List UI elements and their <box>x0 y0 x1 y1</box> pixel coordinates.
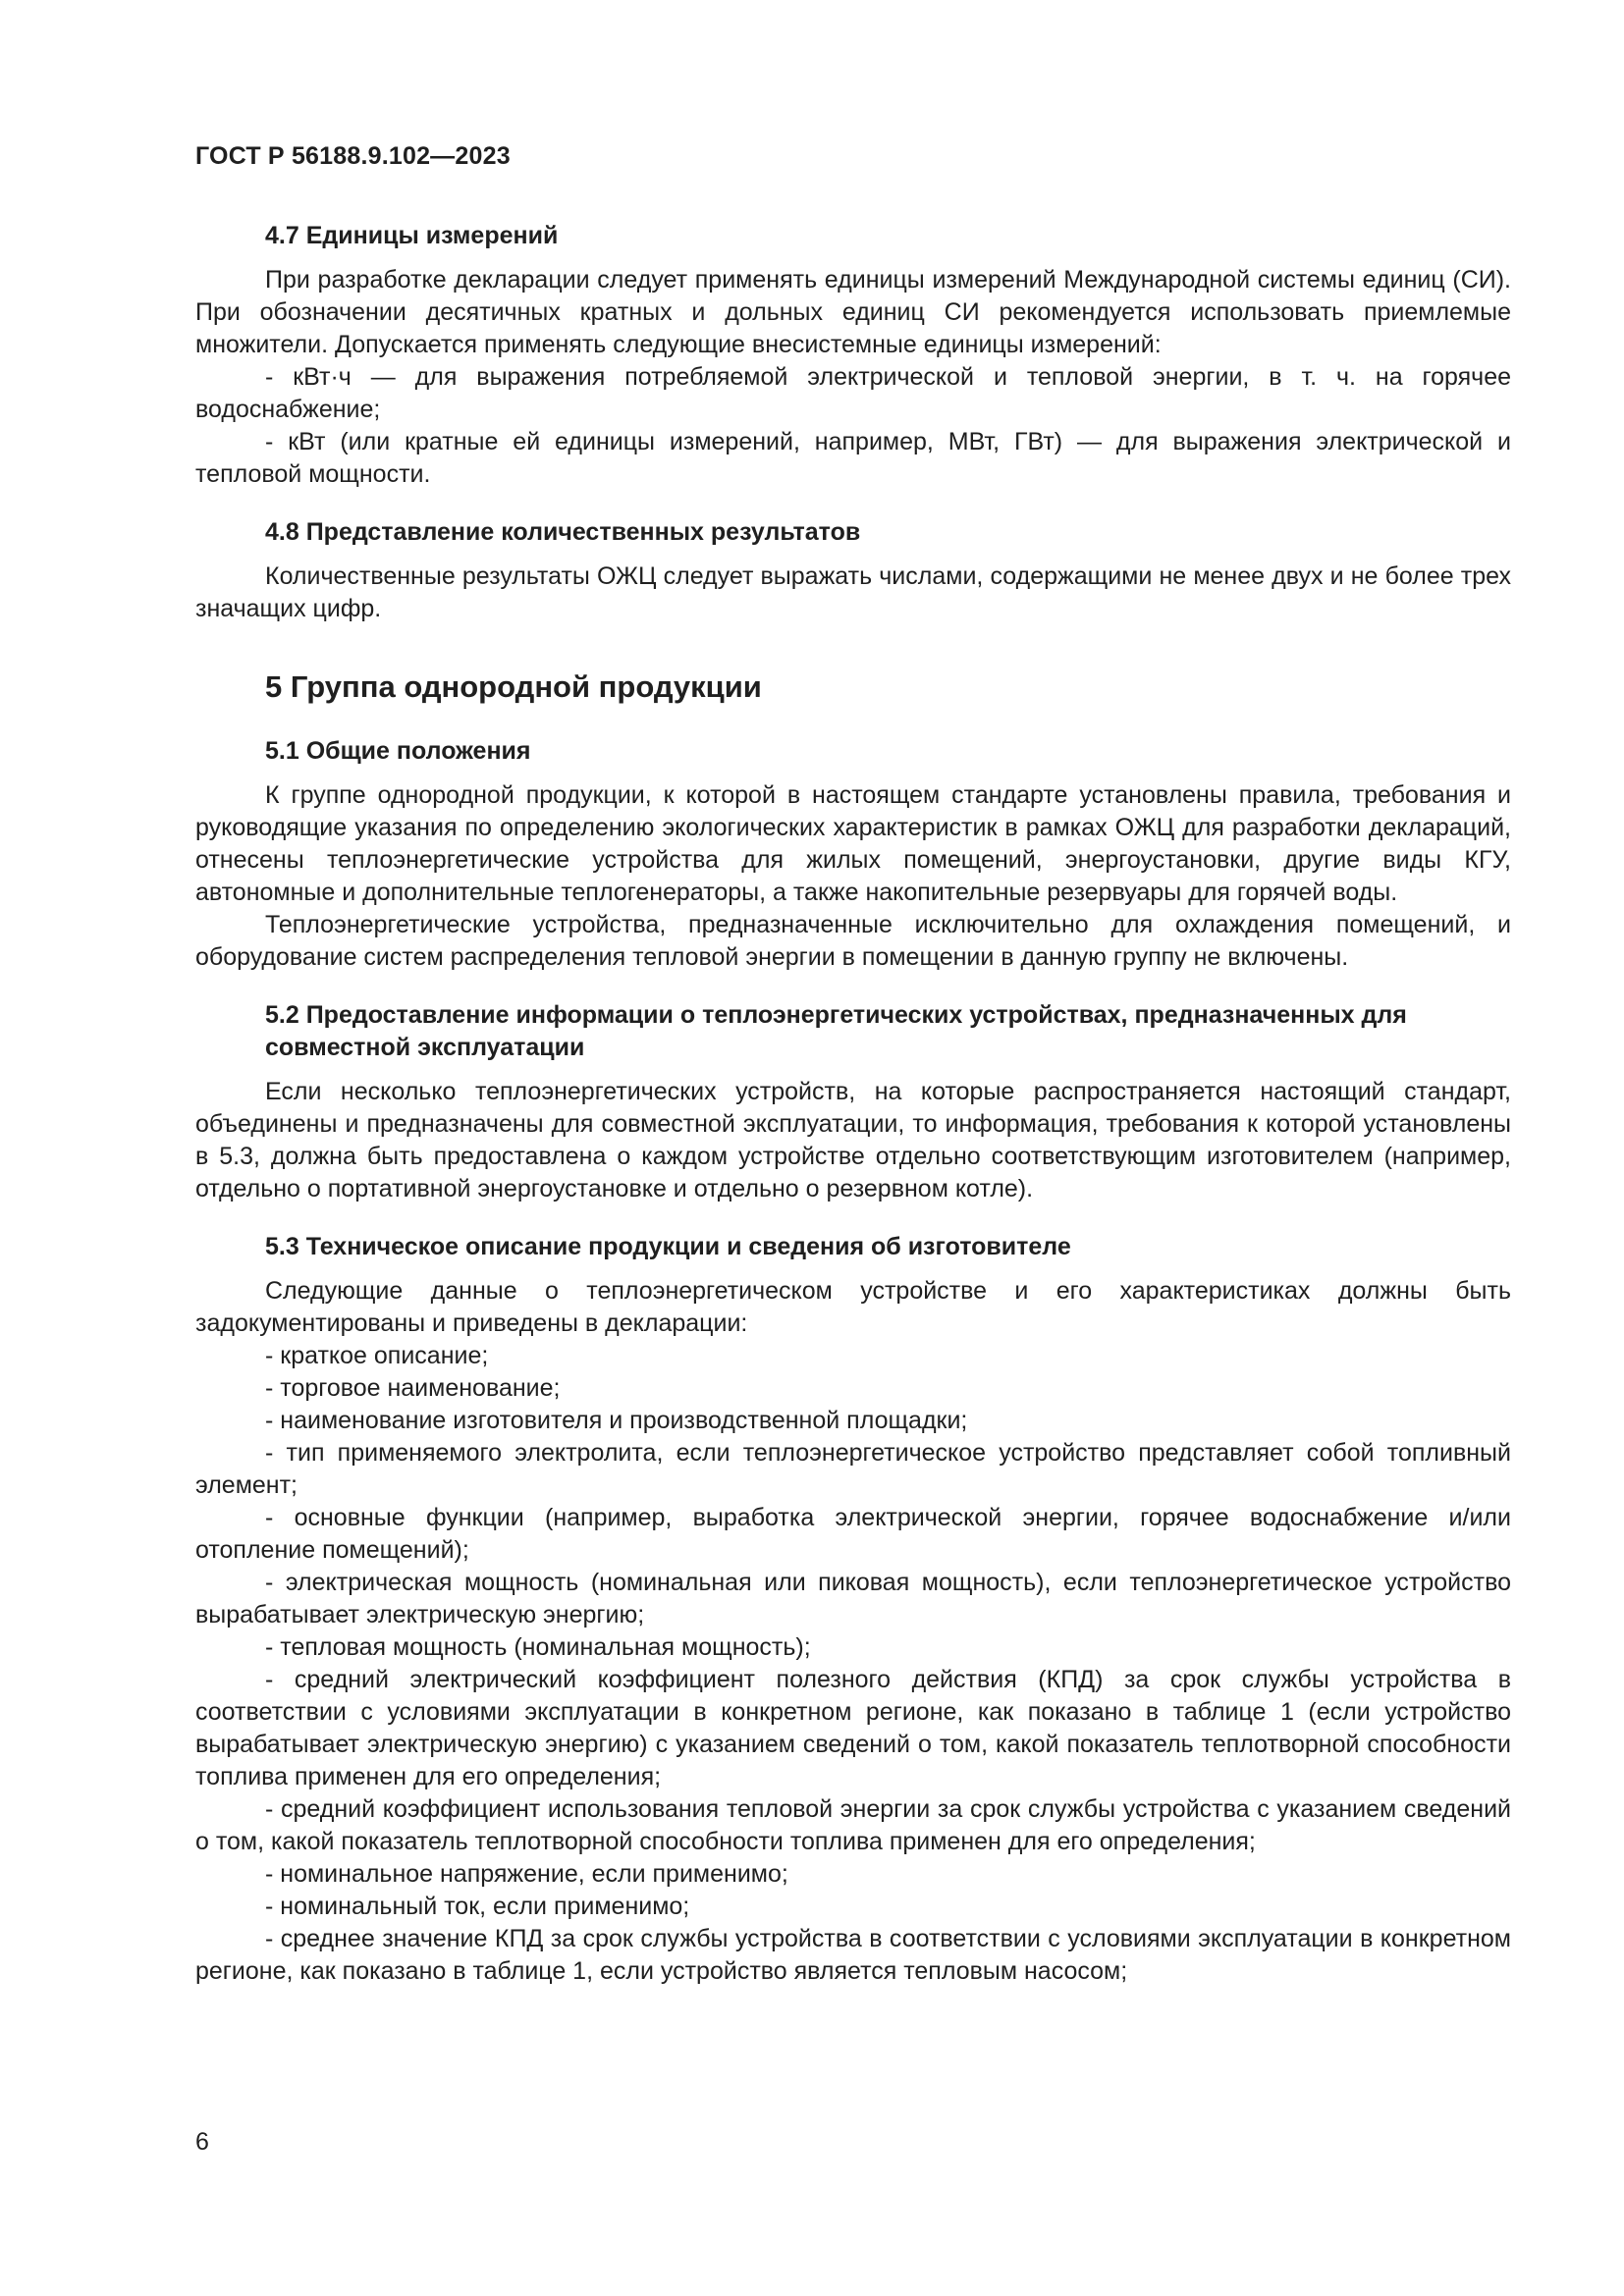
list-item: - наименование изготовителя и производственной площадки; <box>265 1407 968 1434</box>
list-item: - кВт (или кратные ей единицы измерений, например, МВт, ГВт) — для выражения электрической и тепловой мощности. <box>195 428 1511 488</box>
section-heading: 5.2 Предоставление информации о теплоэнергетических устройствах, предназначенных для совместной эксплуатации <box>265 1001 1407 1061</box>
list-item: - среднее значение КПД за срок службы устройства в соответствии с условиями эксплуатации в конкретном регионе, как показано в таблице 1, если устройство является тепловым насосом; <box>195 1925 1511 1985</box>
list-item: - номинальное напряжение, если применимо; <box>265 1860 788 1888</box>
page-number: 6 <box>195 2128 209 2156</box>
section-5-3 <box>195 1231 1511 1988</box>
paragraph: К группе однородной продукции, к которой в настоящем стандарте установлены правила, требования и руководящие указания по определению экологических характеристик в рамках ОЖЦ для разработки деклараций, отнесены теплоэнергетические устройства для жилых помещений, энергоустановки, другие виды КГУ, автономные и дополнительные теплогенераторы, а также накопительные резервуары для горячей воды. <box>195 781 1511 906</box>
list-item: - номинальный ток, если применимо; <box>265 1893 690 1920</box>
section-5-2 <box>195 999 1511 1205</box>
list-item: - основные функции (например, выработка электрической энергии, горячее водоснабжение и/или отопление помещений); <box>195 1504 1511 1564</box>
paragraph: Следующие данные о теплоэнергетическом устройстве и его характеристиках должны быть задокументированы и приведены в декларации: <box>195 1277 1511 1337</box>
chapter-heading: 5 Группа однородной продукции <box>265 669 762 704</box>
section-heading: 4.8 Представление количественных результатов <box>265 518 861 546</box>
list-item: - средний электрический коэффициент полезного действия (КПД) за срок службы устройства в соответствии с условиями эксплуатации в конкретном регионе, как показано в таблице 1 (если устройство вырабатывает электрическую энергию) с указанием сведений о том, какой показатель теплотворной способности топлива применен для его определения; <box>195 1666 1511 1790</box>
paragraph: Количественные результаты ОЖЦ следует выражать числами, содержащими не менее двух и не более трех значащих цифр. <box>195 562 1511 622</box>
section-heading: 5.3 Техническое описание продукции и сведения об изготовителе <box>265 1233 1071 1260</box>
section-5-1 <box>195 735 1511 974</box>
section-4-7 <box>195 220 1511 491</box>
paragraph: Если несколько теплоэнергетических устройств, на которые распространяется настоящий стандарт, объединены и предназначены для совместной эксплуатации, то информация, требования к которой установлены в 5.3, должна быть предоставлена о каждом устройстве отдельно соответствующим изготовителем (например, отдельно о портативной энергоустановке и отдельно о резервном котле). <box>195 1078 1511 1202</box>
list-item: - средний коэффициент использования тепловой энергии за срок службы устройства с указанием сведений о том, какой показатель теплотворной способности топлива применен для его определения; <box>195 1795 1511 1855</box>
list-item: - электрическая мощность (номинальная или пиковая мощность), если теплоэнергетическое устройство вырабатывает электрическую энергию; <box>195 1569 1511 1629</box>
section-4-8 <box>195 516 1511 625</box>
section-heading: 5.1 Общие положения <box>265 737 531 765</box>
list-item: - торговое наименование; <box>265 1374 561 1402</box>
document-page <box>195 142 1511 2013</box>
list-item: - тип применяемого электролита, если теплоэнергетическое устройство представляет собой топливный элемент; <box>195 1439 1511 1499</box>
list-item: - кВт·ч — для выражения потребляемой электрической и тепловой энергии, в т. ч. на горячее водоснабжение; <box>195 363 1511 423</box>
section-heading: 4.7 Единицы измерений <box>265 222 559 249</box>
paragraph: Теплоэнергетические устройства, предназначенные исключительно для охлаждения помещений, и оборудование систем распределения тепловой энергии в помещении в данную группу не включены. <box>195 911 1511 971</box>
list-item: - краткое описание; <box>265 1342 489 1369</box>
document-header: ГОСТ Р 56188.9.102—2023 <box>195 142 511 170</box>
list-item: - тепловая мощность (номинальная мощность); <box>265 1633 811 1661</box>
paragraph: При разработке декларации следует применять единицы измерений Международной системы единиц (СИ). При обозначении десятичных кратных и дольных единиц СИ рекомендуется использовать приемлемые множители. Допускается применять следующие внесистемные единицы измерений: <box>195 266 1511 358</box>
